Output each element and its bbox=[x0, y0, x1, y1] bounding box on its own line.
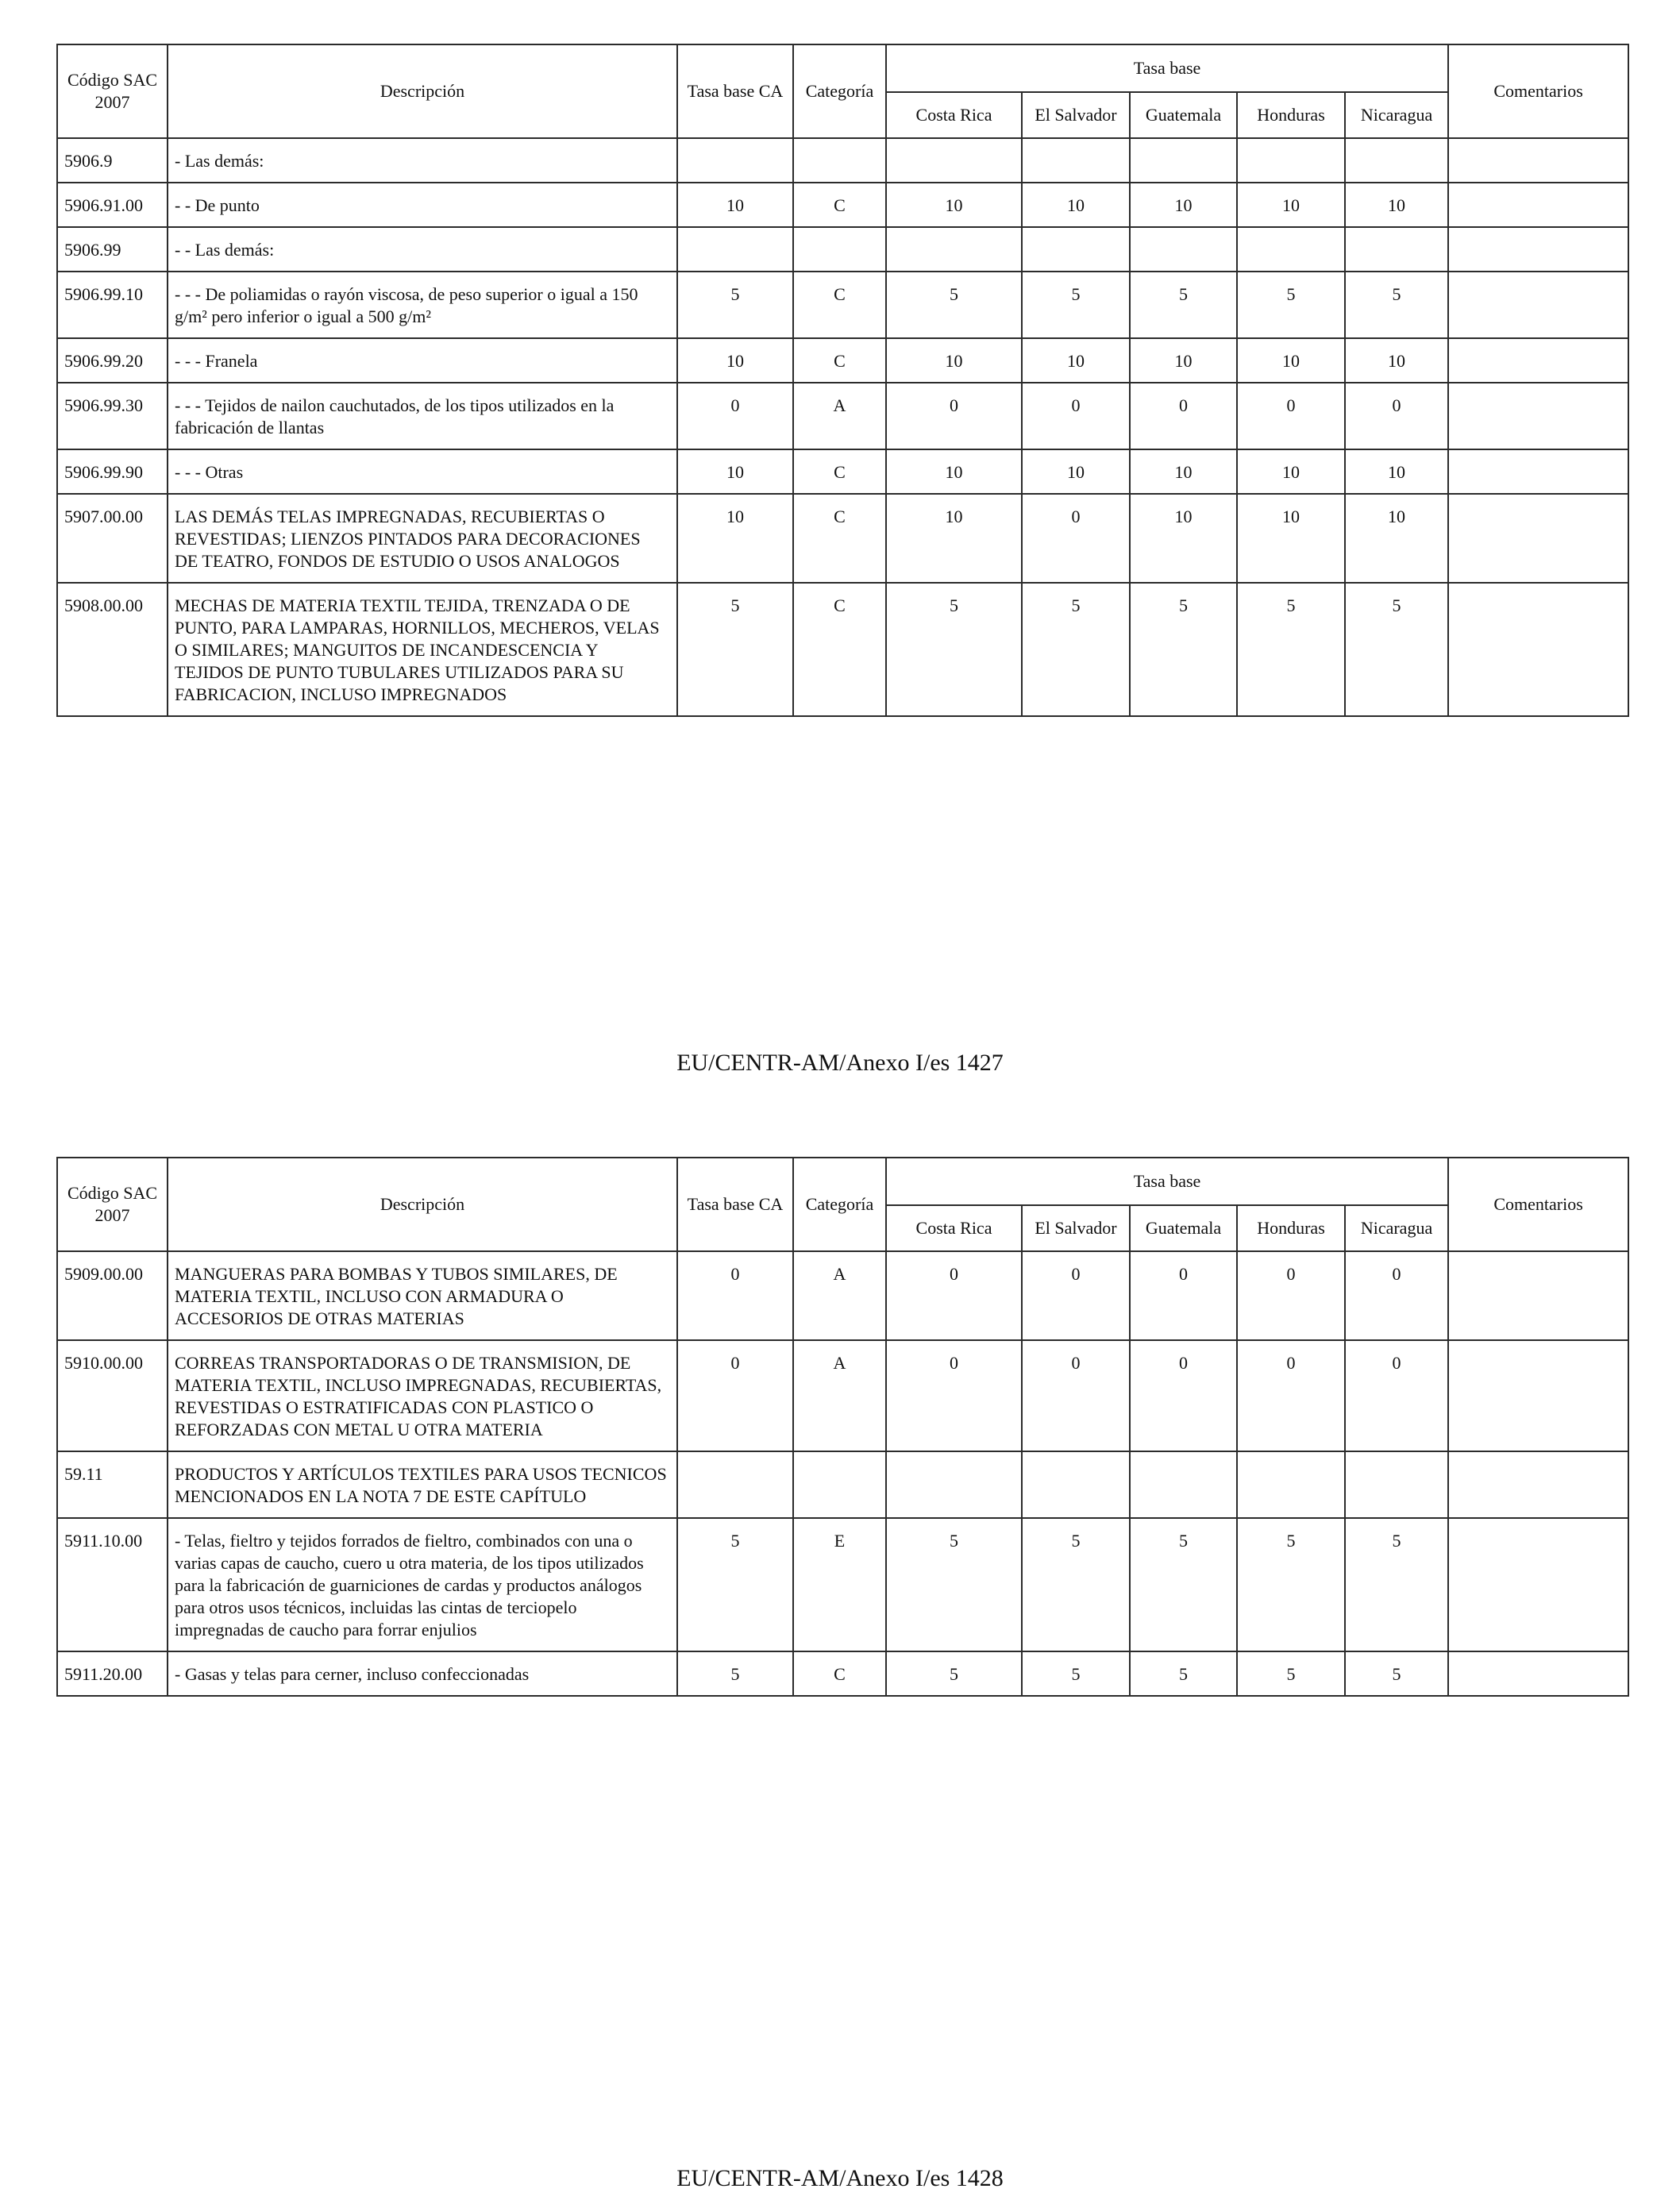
header-codigo: Código SAC 2007 bbox=[57, 1158, 168, 1251]
cell-descripcion: - - - De poliamidas o rayón viscosa, de peso superior o igual a 150 g/m² pero inferior o igual a 500 g/m² bbox=[168, 272, 677, 338]
cell-costa-rica: 5 bbox=[886, 1651, 1022, 1696]
cell-honduras: 0 bbox=[1237, 1340, 1345, 1451]
cell-comentarios bbox=[1448, 1251, 1628, 1340]
cell-guatemala: 0 bbox=[1130, 383, 1237, 449]
tariff-table bbox=[56, 44, 1629, 717]
header-honduras: Honduras bbox=[1237, 92, 1345, 138]
cell-descripcion: - - Las demás: bbox=[168, 227, 677, 272]
cell-honduras: 10 bbox=[1237, 183, 1345, 227]
header-descripcion: Descripción bbox=[168, 1158, 677, 1251]
cell-nicaragua: 10 bbox=[1345, 338, 1448, 383]
cell-codigo: 5906.99.30 bbox=[57, 383, 168, 449]
cell-comentarios bbox=[1448, 272, 1628, 338]
table-row bbox=[57, 338, 1628, 383]
cell-honduras bbox=[1237, 227, 1345, 272]
cell-el-salvador: 5 bbox=[1022, 583, 1130, 716]
cell-guatemala: 5 bbox=[1130, 1518, 1237, 1651]
header-tasa-base-ca: Tasa base CA bbox=[677, 44, 793, 138]
table-row bbox=[57, 494, 1628, 583]
cell-costa-rica: 10 bbox=[886, 338, 1022, 383]
cell-codigo: 5906.99.20 bbox=[57, 338, 168, 383]
table-row bbox=[57, 583, 1628, 716]
cell-categoria: C bbox=[793, 449, 886, 494]
cell-categoria bbox=[793, 227, 886, 272]
cell-comentarios bbox=[1448, 227, 1628, 272]
header-categoria: Categoría bbox=[793, 44, 886, 138]
cell-honduras: 5 bbox=[1237, 583, 1345, 716]
cell-tasa-base-ca: 5 bbox=[677, 272, 793, 338]
cell-tasa-base-ca: 5 bbox=[677, 1651, 793, 1696]
cell-codigo: 5906.99.10 bbox=[57, 272, 168, 338]
table-row bbox=[57, 383, 1628, 449]
cell-categoria: C bbox=[793, 338, 886, 383]
cell-honduras bbox=[1237, 1451, 1345, 1518]
cell-el-salvador: 10 bbox=[1022, 338, 1130, 383]
cell-tasa-base-ca: 10 bbox=[677, 449, 793, 494]
cell-costa-rica: 0 bbox=[886, 383, 1022, 449]
cell-costa-rica: 5 bbox=[886, 583, 1022, 716]
cell-comentarios bbox=[1448, 138, 1628, 183]
cell-comentarios bbox=[1448, 583, 1628, 716]
header-tasa-base-ca: Tasa base CA bbox=[677, 1158, 793, 1251]
cell-costa-rica bbox=[886, 227, 1022, 272]
header-descripcion: Descripción bbox=[168, 44, 677, 138]
cell-codigo: 5910.00.00 bbox=[57, 1340, 168, 1451]
cell-costa-rica bbox=[886, 138, 1022, 183]
cell-costa-rica bbox=[886, 1451, 1022, 1518]
cell-categoria: A bbox=[793, 1340, 886, 1451]
cell-tasa-base-ca bbox=[677, 227, 793, 272]
cell-costa-rica: 10 bbox=[886, 494, 1022, 583]
table-row bbox=[57, 183, 1628, 227]
cell-honduras: 5 bbox=[1237, 1518, 1345, 1651]
cell-categoria: A bbox=[793, 1251, 886, 1340]
cell-comentarios bbox=[1448, 183, 1628, 227]
table-row bbox=[57, 1451, 1628, 1518]
cell-tasa-base-ca: 10 bbox=[677, 494, 793, 583]
cell-comentarios bbox=[1448, 383, 1628, 449]
cell-codigo: 5906.9 bbox=[57, 138, 168, 183]
cell-tasa-base-ca: 0 bbox=[677, 383, 793, 449]
cell-honduras: 0 bbox=[1237, 1251, 1345, 1340]
cell-costa-rica: 10 bbox=[886, 183, 1022, 227]
tariff-table bbox=[56, 1157, 1629, 1697]
cell-honduras: 10 bbox=[1237, 494, 1345, 583]
cell-categoria: A bbox=[793, 383, 886, 449]
cell-comentarios bbox=[1448, 1340, 1628, 1451]
cell-el-salvador bbox=[1022, 138, 1130, 183]
cell-descripcion: - - - Otras bbox=[168, 449, 677, 494]
cell-descripcion: - - De punto bbox=[168, 183, 677, 227]
header-comentarios: Comentarios bbox=[1448, 44, 1628, 138]
cell-descripcion: MANGUERAS PARA BOMBAS Y TUBOS SIMILARES, DE MATERIA TEXTIL, INCLUSO CON ARMADURA O ACCESORIOS DE OTRAS MATERIAS bbox=[168, 1251, 677, 1340]
cell-costa-rica: 5 bbox=[886, 1518, 1022, 1651]
table-row bbox=[57, 227, 1628, 272]
cell-tasa-base-ca: 10 bbox=[677, 183, 793, 227]
cell-comentarios bbox=[1448, 1518, 1628, 1651]
cell-el-salvador: 0 bbox=[1022, 1251, 1130, 1340]
cell-descripcion: PRODUCTOS Y ARTÍCULOS TEXTILES PARA USOS TECNICOS MENCIONADOS EN LA NOTA 7 DE ESTE CAPÍTULO bbox=[168, 1451, 677, 1518]
cell-categoria: C bbox=[793, 1651, 886, 1696]
cell-tasa-base-ca: 10 bbox=[677, 338, 793, 383]
table-row bbox=[57, 449, 1628, 494]
cell-tasa-base-ca: 0 bbox=[677, 1340, 793, 1451]
cell-nicaragua: 5 bbox=[1345, 272, 1448, 338]
cell-guatemala bbox=[1130, 138, 1237, 183]
cell-el-salvador bbox=[1022, 1451, 1130, 1518]
cell-codigo: 59.11 bbox=[57, 1451, 168, 1518]
cell-nicaragua: 5 bbox=[1345, 583, 1448, 716]
cell-descripcion: LAS DEMÁS TELAS IMPREGNADAS, RECUBIERTAS O REVESTIDAS; LIENZOS PINTADOS PARA DECORACIONES DE TEATRO, FONDOS DE ESTUDIO O USOS ANALOGOS bbox=[168, 494, 677, 583]
cell-nicaragua: 0 bbox=[1345, 383, 1448, 449]
cell-codigo: 5906.99 bbox=[57, 227, 168, 272]
cell-nicaragua: 10 bbox=[1345, 183, 1448, 227]
cell-el-salvador: 0 bbox=[1022, 494, 1130, 583]
cell-categoria bbox=[793, 138, 886, 183]
cell-honduras: 10 bbox=[1237, 449, 1345, 494]
cell-nicaragua bbox=[1345, 1451, 1448, 1518]
header-el-salvador: El Salvador bbox=[1022, 92, 1130, 138]
header-tasa-base: Tasa base bbox=[886, 1158, 1448, 1205]
header-comentarios: Comentarios bbox=[1448, 1158, 1628, 1251]
page-footer: EU/CENTR-AM/Anexo I/es 1428 bbox=[676, 2165, 1004, 2191]
cell-guatemala bbox=[1130, 227, 1237, 272]
header-tasa-base: Tasa base bbox=[886, 44, 1448, 92]
cell-guatemala: 10 bbox=[1130, 449, 1237, 494]
cell-nicaragua bbox=[1345, 227, 1448, 272]
cell-categoria: C bbox=[793, 494, 886, 583]
cell-el-salvador: 5 bbox=[1022, 272, 1130, 338]
cell-guatemala: 5 bbox=[1130, 583, 1237, 716]
cell-descripcion: - Gasas y telas para cerner, incluso confeccionadas bbox=[168, 1651, 677, 1696]
table-row bbox=[57, 1518, 1628, 1651]
cell-codigo: 5908.00.00 bbox=[57, 583, 168, 716]
cell-categoria: C bbox=[793, 272, 886, 338]
cell-tasa-base-ca: 5 bbox=[677, 1518, 793, 1651]
cell-codigo: 5906.91.00 bbox=[57, 183, 168, 227]
cell-nicaragua: 0 bbox=[1345, 1251, 1448, 1340]
header-nicaragua: Nicaragua bbox=[1345, 1205, 1448, 1251]
header-guatemala: Guatemala bbox=[1130, 1205, 1237, 1251]
cell-categoria bbox=[793, 1451, 886, 1518]
cell-guatemala: 10 bbox=[1130, 183, 1237, 227]
cell-nicaragua: 10 bbox=[1345, 449, 1448, 494]
cell-tasa-base-ca bbox=[677, 138, 793, 183]
cell-nicaragua bbox=[1345, 138, 1448, 183]
cell-categoria: C bbox=[793, 183, 886, 227]
cell-categoria: E bbox=[793, 1518, 886, 1651]
cell-guatemala: 10 bbox=[1130, 338, 1237, 383]
header-guatemala: Guatemala bbox=[1130, 92, 1237, 138]
cell-comentarios bbox=[1448, 338, 1628, 383]
cell-honduras: 5 bbox=[1237, 272, 1345, 338]
cell-el-salvador bbox=[1022, 227, 1130, 272]
header-categoria: Categoría bbox=[793, 1158, 886, 1251]
cell-honduras bbox=[1237, 138, 1345, 183]
cell-descripcion: MECHAS DE MATERIA TEXTIL TEJIDA, TRENZADA O DE PUNTO, PARA LAMPARAS, HORNILLOS, MECHEROS, VELAS O SIMILARES; MANGUITOS DE INCANDESCENCIA Y TEJIDOS DE PUNTO TUBULARES UTILIZADOS PARA SU FABRICACION, INCLUSO IMPREGNADOS bbox=[168, 583, 677, 716]
table-row bbox=[57, 138, 1628, 183]
cell-nicaragua: 10 bbox=[1345, 494, 1448, 583]
cell-tasa-base-ca bbox=[677, 1451, 793, 1518]
cell-descripcion: - - - Franela bbox=[168, 338, 677, 383]
cell-comentarios bbox=[1448, 1451, 1628, 1518]
table-row bbox=[57, 272, 1628, 338]
cell-comentarios bbox=[1448, 494, 1628, 583]
cell-nicaragua: 5 bbox=[1345, 1518, 1448, 1651]
cell-el-salvador: 10 bbox=[1022, 449, 1130, 494]
cell-costa-rica: 0 bbox=[886, 1251, 1022, 1340]
cell-el-salvador: 5 bbox=[1022, 1518, 1130, 1651]
page-footer: EU/CENTR-AM/Anexo I/es 1427 bbox=[676, 1050, 1004, 1076]
cell-comentarios bbox=[1448, 1651, 1628, 1696]
cell-honduras: 0 bbox=[1237, 383, 1345, 449]
cell-codigo: 5906.99.90 bbox=[57, 449, 168, 494]
cell-tasa-base-ca: 0 bbox=[677, 1251, 793, 1340]
cell-guatemala: 0 bbox=[1130, 1251, 1237, 1340]
cell-guatemala: 0 bbox=[1130, 1340, 1237, 1451]
cell-descripcion: CORREAS TRANSPORTADORAS O DE TRANSMISION, DE MATERIA TEXTIL, INCLUSO IMPREGNADAS, RECUBIERTAS, REVESTIDAS O ESTRATIFICADAS CON PLASTICO O REFORZADAS CON METAL U OTRA MATERIA bbox=[168, 1340, 677, 1451]
cell-descripcion: - - - Tejidos de nailon cauchutados, de los tipos utilizados en la fabricación de llantas bbox=[168, 383, 677, 449]
cell-guatemala: 10 bbox=[1130, 494, 1237, 583]
cell-descripcion: - Telas, fieltro y tejidos forrados de fieltro, combinados con una o varias capas de caucho, cuero u otra materia, de los tipos utilizados para la fabricación de guarniciones de cardas y productos análogos para otros usos técnicos, incluidas las cintas de terciopelo impregnadas de caucho para forrar enjulios bbox=[168, 1518, 677, 1651]
cell-el-salvador: 0 bbox=[1022, 383, 1130, 449]
cell-categoria: C bbox=[793, 583, 886, 716]
cell-comentarios bbox=[1448, 449, 1628, 494]
header-el-salvador: El Salvador bbox=[1022, 1205, 1130, 1251]
table-row bbox=[57, 1251, 1628, 1340]
header-nicaragua: Nicaragua bbox=[1345, 92, 1448, 138]
cell-nicaragua: 0 bbox=[1345, 1340, 1448, 1451]
cell-el-salvador: 5 bbox=[1022, 1651, 1130, 1696]
cell-codigo: 5911.20.00 bbox=[57, 1651, 168, 1696]
cell-tasa-base-ca: 5 bbox=[677, 583, 793, 716]
table-row bbox=[57, 1340, 1628, 1451]
cell-honduras: 5 bbox=[1237, 1651, 1345, 1696]
cell-costa-rica: 5 bbox=[886, 272, 1022, 338]
header-honduras: Honduras bbox=[1237, 1205, 1345, 1251]
header-costa-rica: Costa Rica bbox=[886, 1205, 1022, 1251]
cell-codigo: 5911.10.00 bbox=[57, 1518, 168, 1651]
cell-guatemala: 5 bbox=[1130, 272, 1237, 338]
cell-honduras: 10 bbox=[1237, 338, 1345, 383]
cell-el-salvador: 0 bbox=[1022, 1340, 1130, 1451]
cell-codigo: 5909.00.00 bbox=[57, 1251, 168, 1340]
header-costa-rica: Costa Rica bbox=[886, 92, 1022, 138]
header-codigo: Código SAC 2007 bbox=[57, 44, 168, 138]
cell-costa-rica: 0 bbox=[886, 1340, 1022, 1451]
cell-guatemala: 5 bbox=[1130, 1651, 1237, 1696]
cell-codigo: 5907.00.00 bbox=[57, 494, 168, 583]
cell-guatemala bbox=[1130, 1451, 1237, 1518]
cell-descripcion: - Las demás: bbox=[168, 138, 677, 183]
cell-costa-rica: 10 bbox=[886, 449, 1022, 494]
cell-el-salvador: 10 bbox=[1022, 183, 1130, 227]
table-row bbox=[57, 1651, 1628, 1696]
cell-nicaragua: 5 bbox=[1345, 1651, 1448, 1696]
